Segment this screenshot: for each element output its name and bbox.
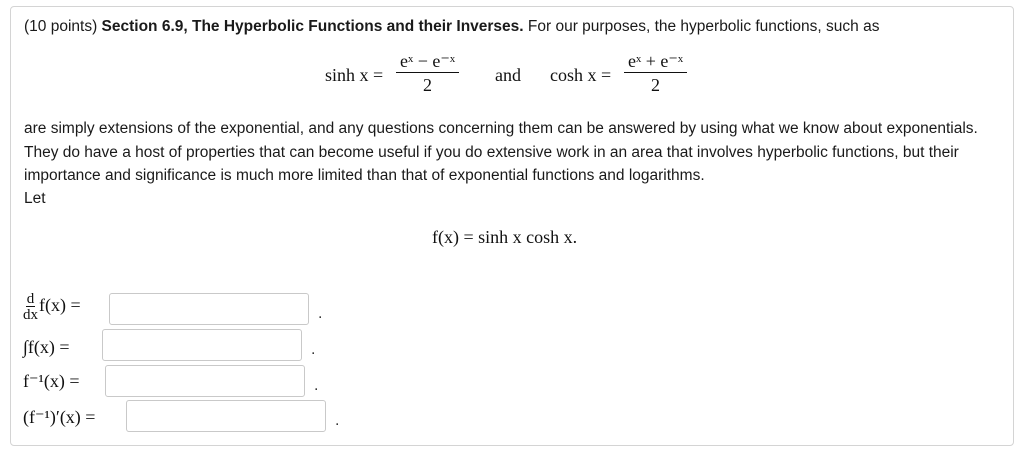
cosh-fraction [624, 51, 687, 96]
derivative-label-text: f(x) = [39, 295, 81, 316]
problem-card [10, 6, 1014, 446]
cosh-denominator: 2 [651, 75, 661, 95]
derivative-answer-input[interactable] [109, 293, 309, 325]
inverse-label: f⁻¹(x) = [23, 371, 80, 391]
inverse-derivative-answer-input[interactable] [126, 400, 326, 432]
inverse-answer-input[interactable] [105, 365, 305, 397]
derivative-operator [23, 292, 38, 322]
sinh-fraction [396, 51, 459, 96]
inverse-derivative-label: (f⁻¹)′(x) = [23, 407, 96, 427]
deriv-numerator: d [26, 291, 35, 307]
integral-answer-input[interactable] [102, 329, 302, 361]
hyperbolic-definitions [11, 51, 1013, 111]
section-title: Section 6.9, The Hyperbolic Functions and their Inverses. [101, 18, 524, 35]
integral-period: . [311, 341, 316, 358]
sinh-denominator: 2 [423, 75, 433, 95]
cosh-numerator: eˣ + e⁻ˣ [624, 51, 687, 73]
derivative-period: . [318, 305, 323, 322]
cosh-lhs: cosh x = [550, 65, 612, 85]
and-word: and [495, 65, 521, 85]
problem-paragraph: are simply extensions of the exponential, and any questions concerning them can be answered by using what we know about exponentials. They do have a host of properties that can become useful if you do extensive work in an area that involves hyperbolic functions, but their importance and significance is much more limited than that of exponential functions and logarithms. [24, 120, 978, 184]
sinh-numerator: eˣ − e⁻ˣ [396, 51, 459, 73]
deriv-denominator: dx [23, 307, 38, 323]
function-definition: f(x) = sinh x cosh x. [432, 227, 578, 247]
let-label: Let [24, 190, 46, 207]
problem-intro [24, 17, 1004, 37]
sinh-lhs: sinh x = [325, 65, 384, 85]
derivative-label [23, 292, 81, 322]
intro-text: For our purposes, the hyperbolic functions, such as [527, 18, 880, 35]
inverse-period: . [314, 377, 319, 394]
integral-label: ∫f(x) = [23, 337, 70, 357]
inverse-derivative-period: . [335, 412, 340, 429]
points-label: (10 points) [24, 18, 98, 35]
